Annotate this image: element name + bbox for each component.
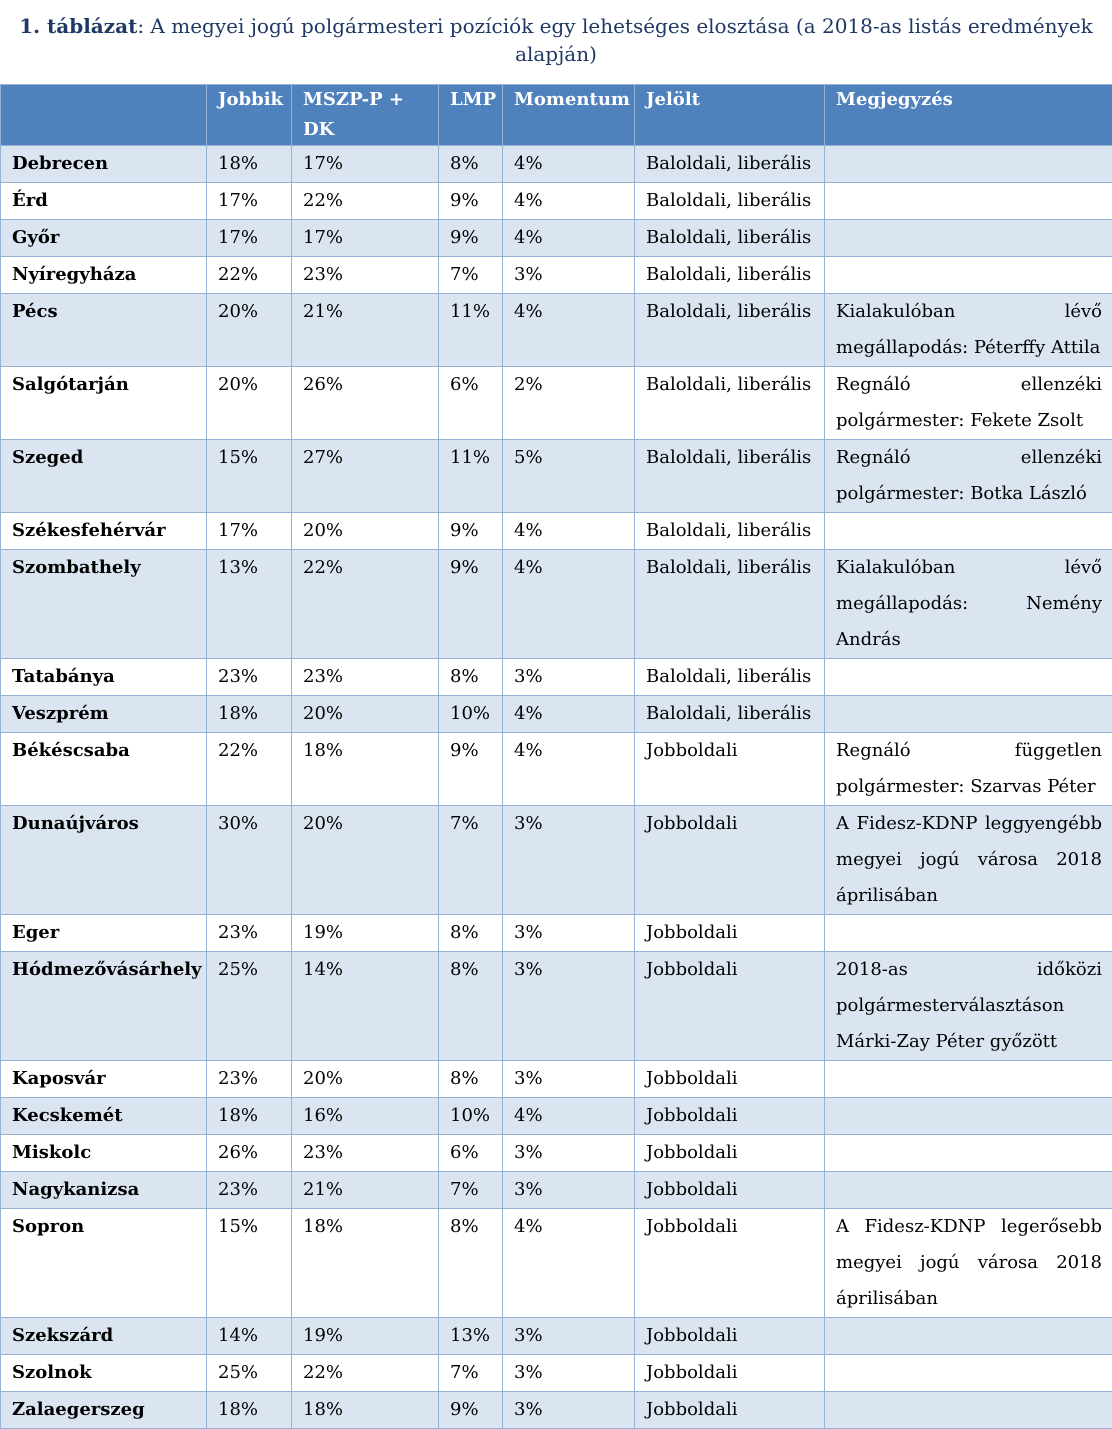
cell-candidate: Baloldali, liberális	[635, 550, 825, 659]
table-row	[1, 513, 1112, 550]
cell-note: Regnáló független polgármester: Szarvas Péter	[825, 733, 1112, 806]
cell-jobbik: 22%	[207, 257, 292, 294]
cell-note	[825, 1172, 1112, 1209]
cell-momentum: 4%	[503, 1098, 635, 1135]
table-row	[1, 659, 1112, 696]
cell-momentum: 3%	[503, 1172, 635, 1209]
cell-mszp-dk: 19%	[292, 915, 439, 952]
table-row	[1, 440, 1112, 513]
cell-jobbik: 18%	[207, 696, 292, 733]
cell-candidate: Jobboldali	[635, 1172, 825, 1209]
header-jobbik: Jobbik	[207, 85, 292, 146]
cell-lmp: 10%	[439, 696, 503, 733]
cell-jobbik: 22%	[207, 733, 292, 806]
cell-candidate: Jobboldali	[635, 1098, 825, 1135]
cell-momentum: 3%	[503, 806, 635, 915]
cell-city: Szekszárd	[1, 1318, 207, 1355]
cell-mszp-dk: 19%	[292, 1318, 439, 1355]
cell-note	[825, 183, 1112, 220]
cell-candidate: Baloldali, liberális	[635, 659, 825, 696]
header-candidate: Jelölt	[635, 85, 825, 146]
cell-lmp: 11%	[439, 440, 503, 513]
cell-mszp-dk: 17%	[292, 220, 439, 257]
cell-mszp-dk: 23%	[292, 659, 439, 696]
table-row	[1, 915, 1112, 952]
table-row	[1, 183, 1112, 220]
cell-momentum: 3%	[503, 257, 635, 294]
cell-city: Békéscsaba	[1, 733, 207, 806]
cell-city: Hódmezővásárhely	[1, 952, 207, 1061]
cell-momentum: 2%	[503, 367, 635, 440]
cell-mszp-dk: 21%	[292, 1172, 439, 1209]
cell-mszp-dk: 22%	[292, 183, 439, 220]
cell-jobbik: 17%	[207, 513, 292, 550]
cell-momentum: 4%	[503, 294, 635, 367]
cell-jobbik: 15%	[207, 440, 292, 513]
cell-jobbik: 25%	[207, 952, 292, 1061]
cell-city: Miskolc	[1, 1135, 207, 1172]
cell-momentum: 4%	[503, 1209, 635, 1318]
cell-candidate: Jobboldali	[635, 733, 825, 806]
cell-lmp: 6%	[439, 367, 503, 440]
cell-jobbik: 20%	[207, 367, 292, 440]
header-mszp-dk: MSZP-P + DK	[292, 85, 439, 146]
cell-mszp-dk: 22%	[292, 550, 439, 659]
cell-mszp-dk: 17%	[292, 146, 439, 183]
cell-candidate: Baloldali, liberális	[635, 367, 825, 440]
caption-label: 1. táblázat	[19, 14, 137, 38]
cell-mszp-dk: 26%	[292, 367, 439, 440]
cell-note	[825, 1135, 1112, 1172]
cell-candidate: Baloldali, liberális	[635, 183, 825, 220]
cell-candidate: Jobboldali	[635, 952, 825, 1061]
cell-city: Érd	[1, 183, 207, 220]
cell-note	[825, 659, 1112, 696]
cell-city: Debrecen	[1, 146, 207, 183]
table-row	[1, 1098, 1112, 1135]
header-note: Megjegyzés	[825, 85, 1112, 146]
cell-city: Zalaegerszeg	[1, 1392, 207, 1429]
cell-lmp: 9%	[439, 183, 503, 220]
table-row	[1, 1392, 1112, 1429]
cell-note	[825, 1392, 1112, 1429]
cell-momentum: 3%	[503, 1318, 635, 1355]
cell-note	[825, 915, 1112, 952]
table-row	[1, 550, 1112, 659]
cell-candidate: Baloldali, liberális	[635, 696, 825, 733]
cell-candidate: Jobboldali	[635, 1135, 825, 1172]
cell-momentum: 3%	[503, 1392, 635, 1429]
cell-note: Kialakulóban lévő megállapodás: Péterffy Attila	[825, 294, 1112, 367]
cell-mszp-dk: 23%	[292, 1135, 439, 1172]
cell-momentum: 3%	[503, 915, 635, 952]
cell-jobbik: 30%	[207, 806, 292, 915]
table-row	[1, 1355, 1112, 1392]
cell-jobbik: 18%	[207, 1392, 292, 1429]
cell-lmp: 10%	[439, 1098, 503, 1135]
cell-note	[825, 220, 1112, 257]
cell-jobbik: 14%	[207, 1318, 292, 1355]
table-row	[1, 220, 1112, 257]
cell-mszp-dk: 20%	[292, 513, 439, 550]
cell-mszp-dk: 22%	[292, 1355, 439, 1392]
table-row	[1, 1135, 1112, 1172]
cell-city: Veszprém	[1, 696, 207, 733]
cell-momentum: 3%	[503, 1355, 635, 1392]
cell-lmp: 9%	[439, 733, 503, 806]
cell-lmp: 8%	[439, 915, 503, 952]
cell-jobbik: 18%	[207, 146, 292, 183]
cell-note: Kialakulóban lévő megállapodás: Nemény András	[825, 550, 1112, 659]
cell-mszp-dk: 21%	[292, 294, 439, 367]
cell-jobbik: 13%	[207, 550, 292, 659]
cell-note: A Fidesz-KDNP legerősebb megyei jogú városa 2018 áprilisában	[825, 1209, 1112, 1318]
table-row	[1, 257, 1112, 294]
table-row	[1, 367, 1112, 440]
table-row	[1, 733, 1112, 806]
cell-mszp-dk: 20%	[292, 806, 439, 915]
cell-lmp: 9%	[439, 1392, 503, 1429]
cell-jobbik: 17%	[207, 220, 292, 257]
cell-mszp-dk: 18%	[292, 1209, 439, 1318]
cell-lmp: 13%	[439, 1318, 503, 1355]
cell-note	[825, 1098, 1112, 1135]
cell-momentum: 4%	[503, 220, 635, 257]
cell-city: Szeged	[1, 440, 207, 513]
cell-mszp-dk: 18%	[292, 733, 439, 806]
cell-mszp-dk: 20%	[292, 696, 439, 733]
cell-candidate: Jobboldali	[635, 1209, 825, 1318]
cell-jobbik: 23%	[207, 659, 292, 696]
cell-lmp: 7%	[439, 1355, 503, 1392]
cell-lmp: 11%	[439, 294, 503, 367]
cell-city: Salgótarján	[1, 367, 207, 440]
cell-city: Tatabánya	[1, 659, 207, 696]
cell-mszp-dk: 23%	[292, 257, 439, 294]
cell-note	[825, 1061, 1112, 1098]
cell-lmp: 7%	[439, 806, 503, 915]
cell-mszp-dk: 20%	[292, 1061, 439, 1098]
cell-city: Sopron	[1, 1209, 207, 1318]
cell-candidate: Baloldali, liberális	[635, 294, 825, 367]
cell-mszp-dk: 16%	[292, 1098, 439, 1135]
cell-candidate: Jobboldali	[635, 915, 825, 952]
cell-lmp: 8%	[439, 952, 503, 1061]
cell-momentum: 3%	[503, 952, 635, 1061]
cell-lmp: 9%	[439, 220, 503, 257]
table-row	[1, 696, 1112, 733]
cell-city: Székesfehérvár	[1, 513, 207, 550]
table-row	[1, 146, 1112, 183]
cell-candidate: Baloldali, liberális	[635, 513, 825, 550]
cell-lmp: 9%	[439, 550, 503, 659]
cell-note	[825, 257, 1112, 294]
cell-candidate: Baloldali, liberális	[635, 440, 825, 513]
cell-momentum: 4%	[503, 146, 635, 183]
table-row	[1, 806, 1112, 915]
cell-note: Regnáló ellenzéki polgármester: Fekete Zsolt	[825, 367, 1112, 440]
cell-note: A Fidesz-KDNP leggyengébb megyei jogú városa 2018 áprilisában	[825, 806, 1112, 915]
cell-city: Dunaújváros	[1, 806, 207, 915]
cell-jobbik: 26%	[207, 1135, 292, 1172]
cell-jobbik: 17%	[207, 183, 292, 220]
cell-lmp: 8%	[439, 146, 503, 183]
table-caption	[0, 12, 1112, 68]
caption-text: : A megyei jogú polgármesteri pozíciók egy lehetséges elosztása (a 2018-as listás eredmények alapján)	[137, 14, 1092, 66]
cell-lmp: 8%	[439, 659, 503, 696]
cell-mszp-dk: 27%	[292, 440, 439, 513]
cell-note	[825, 146, 1112, 183]
cell-city: Szolnok	[1, 1355, 207, 1392]
cell-note	[825, 1318, 1112, 1355]
cell-mszp-dk: 14%	[292, 952, 439, 1061]
header-city	[1, 85, 207, 146]
header-lmp: LMP	[439, 85, 503, 146]
table-row	[1, 952, 1112, 1061]
cell-lmp: 7%	[439, 257, 503, 294]
cell-momentum: 4%	[503, 183, 635, 220]
cell-city: Kecskemét	[1, 1098, 207, 1135]
cell-momentum: 3%	[503, 1135, 635, 1172]
cell-city: Eger	[1, 915, 207, 952]
cell-city: Pécs	[1, 294, 207, 367]
cell-candidate: Jobboldali	[635, 806, 825, 915]
cell-candidate: Baloldali, liberális	[635, 146, 825, 183]
cell-note	[825, 696, 1112, 733]
cell-note: Regnáló ellenzéki polgármester: Botka László	[825, 440, 1112, 513]
header-row	[1, 85, 1112, 146]
cell-candidate: Jobboldali	[635, 1392, 825, 1429]
cell-lmp: 8%	[439, 1061, 503, 1098]
cell-momentum: 3%	[503, 1061, 635, 1098]
cell-note: 2018-as időközi polgármesterválasztáson Márki-Zay Péter győzött	[825, 952, 1112, 1061]
cell-city: Kaposvár	[1, 1061, 207, 1098]
cell-momentum: 3%	[503, 659, 635, 696]
table-row	[1, 1061, 1112, 1098]
cell-jobbik: 23%	[207, 1172, 292, 1209]
cell-mszp-dk: 18%	[292, 1392, 439, 1429]
cell-city: Nyíregyháza	[1, 257, 207, 294]
table-row	[1, 1318, 1112, 1355]
cell-momentum: 4%	[503, 733, 635, 806]
cell-lmp: 8%	[439, 1209, 503, 1318]
cell-note	[825, 513, 1112, 550]
cell-city: Szombathely	[1, 550, 207, 659]
cell-candidate: Baloldali, liberális	[635, 257, 825, 294]
cell-candidate: Jobboldali	[635, 1061, 825, 1098]
cell-jobbik: 18%	[207, 1098, 292, 1135]
cell-lmp: 9%	[439, 513, 503, 550]
cell-note	[825, 1355, 1112, 1392]
header-momentum: Momentum	[503, 85, 635, 146]
cell-candidate: Baloldali, liberális	[635, 220, 825, 257]
table-body	[1, 146, 1112, 1429]
cell-lmp: 7%	[439, 1172, 503, 1209]
table-row	[1, 1209, 1112, 1318]
cell-momentum: 4%	[503, 513, 635, 550]
cell-jobbik: 25%	[207, 1355, 292, 1392]
results-table	[0, 84, 1112, 1429]
table-row	[1, 294, 1112, 367]
cell-momentum: 4%	[503, 550, 635, 659]
cell-city: Győr	[1, 220, 207, 257]
cell-lmp: 6%	[439, 1135, 503, 1172]
cell-jobbik: 20%	[207, 294, 292, 367]
cell-jobbik: 15%	[207, 1209, 292, 1318]
cell-jobbik: 23%	[207, 915, 292, 952]
cell-jobbik: 23%	[207, 1061, 292, 1098]
cell-momentum: 4%	[503, 696, 635, 733]
table-row	[1, 1172, 1112, 1209]
cell-city: Nagykanizsa	[1, 1172, 207, 1209]
cell-candidate: Jobboldali	[635, 1318, 825, 1355]
cell-momentum: 5%	[503, 440, 635, 513]
cell-candidate: Jobboldali	[635, 1355, 825, 1392]
